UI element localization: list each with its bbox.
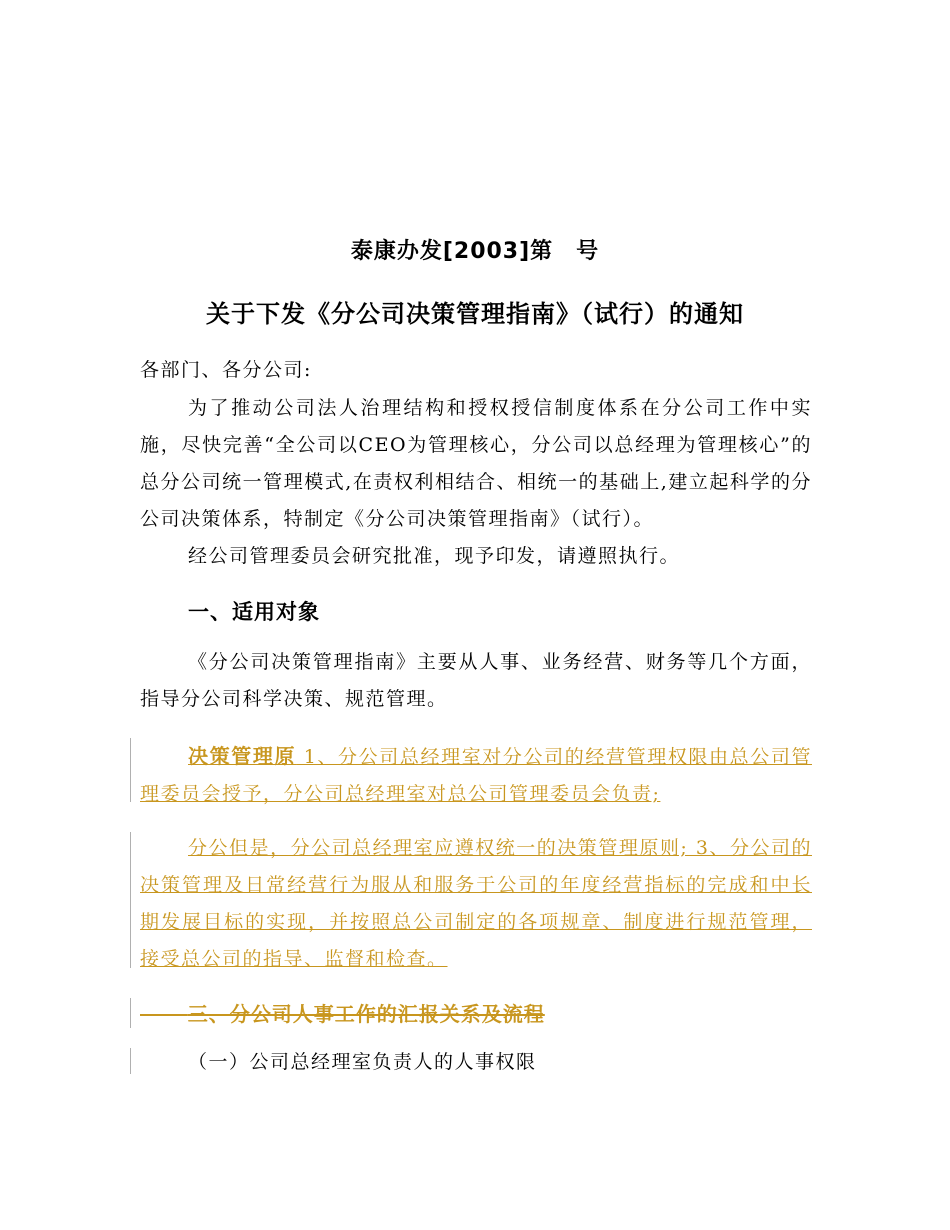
principles-body-text: 1、分公司总经理室对分公司的经营管理权限由总公司管理委员会授予，分公司总经理室对总公司管理委员会负责; <box>140 746 812 805</box>
sub-heading-gm-authority: （一）公司总经理室负责人的人事权限 <box>188 1051 537 1073</box>
salutation: 各部门、各分公司: <box>140 359 312 381</box>
document-title: 关于下发《分公司决策管理指南》（试行）的通知 <box>206 300 744 328</box>
section-heading-personnel-text: 三、分公司人事工作的汇报关系及流程 <box>187 1002 545 1026</box>
section-heading-personnel-deleted <box>140 998 545 1027</box>
paragraph-principles-continued-tracked: 分公但是，分公司总经理室应遵权统一的决策管理原则; 3、分公司的决策管理及日常经营行为服从和服务于公司的年度经营指标的完成和中长期发展目标的实现，并按照总公司制定的各项规章、制度进行规范管理，接受总公司的指导、监督和检查。 <box>140 837 812 970</box>
principles-lead-text: 决策管理原 <box>188 744 297 768</box>
paragraph-approval: 经公司管理委员会研究批准，现予印发，请遵照执行。 <box>188 545 681 567</box>
revision-bar <box>130 1048 131 1074</box>
paragraph-scope: 《分公司决策管理指南》主要从人事、业务经营、财务等几个方面，指导分公司科学决策、规范管理。 <box>140 651 812 710</box>
revision-bar <box>130 738 131 802</box>
paragraph-principles-tracked <box>140 738 812 813</box>
document-number: 泰康办发[2003]第 号 <box>350 239 600 264</box>
section-heading-scope: 一、适用对象 <box>188 600 320 624</box>
paragraph-purpose: 为了推动公司法人治理结构和授权授信制度体系在分公司工作中实施，尽快完善“全公司以CEO为管理核心，分公司以总经理为管理核心”的总分公司统一管理模式,在责权利相结合、相统一的基础上,建立起科学的分公司决策体系，特制定《分公司决策管理指南》（试行）。 <box>140 397 812 530</box>
revision-bar <box>130 832 131 968</box>
revision-bar <box>130 998 131 1028</box>
